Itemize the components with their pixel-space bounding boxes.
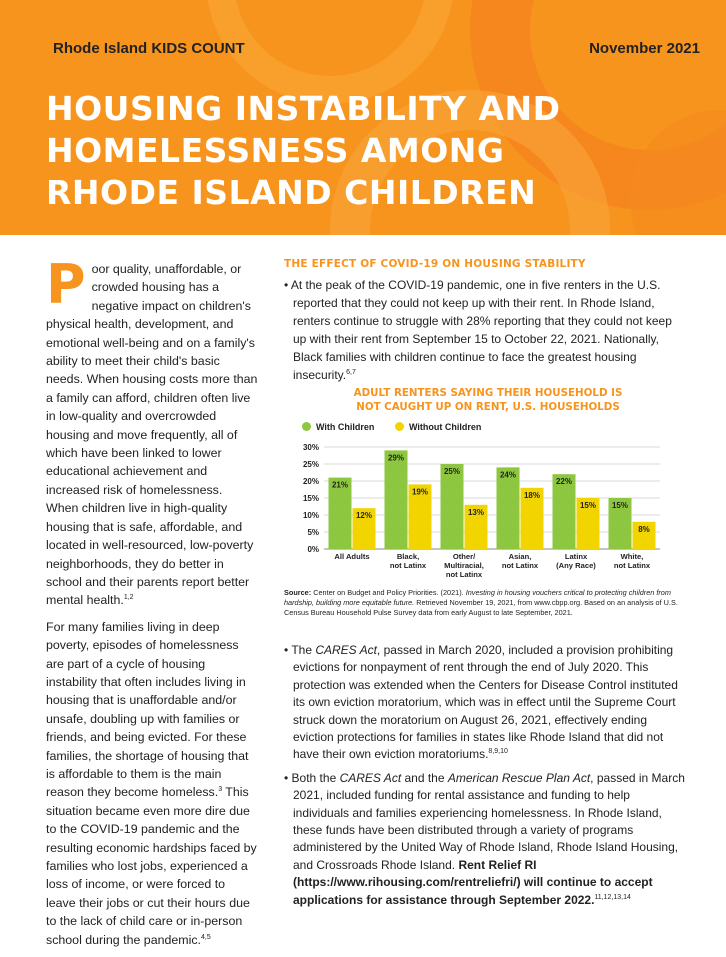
- category-label: (Any Race): [556, 561, 596, 570]
- lower-bullets: [284, 642, 688, 915]
- data-label: 18%: [523, 490, 541, 500]
- chart-title-line-1: ADULT RENTERS SAYING THEIR HOUSEHOLD IS: [353, 387, 623, 399]
- bullet-text-continued: , passed in March 2021, included funding for rental assistance and funding to help individuals and families experiencing homelessness. In Rhode Island, these funds have been distributed through a variety of programs administered by the United Way of Rhode Island, Rhode Island Housing, and Crossroads Rhode Island.: [293, 770, 685, 872]
- section-heading: THE EFFECT OF COVID-19 ON HOUSING STABILITY: [284, 258, 586, 270]
- category-label: not Latinx: [501, 561, 539, 570]
- category-label: Multiracial,: [444, 561, 484, 570]
- footnote-ref: 1,2: [123, 594, 134, 602]
- source-text-continued: Retrieved November 19, 2021, from www.cbpp.org. Based on an analysis of U.S. Census Bureau Household Pulse Survey data from early August to late September, 2021.: [284, 598, 678, 617]
- chart-title: [300, 386, 676, 414]
- category-label: Other/: [452, 552, 476, 561]
- legend-swatch-without-children: [395, 422, 404, 431]
- right-column: [284, 258, 684, 388]
- category-label: not Latinx: [445, 570, 483, 579]
- source-label: Source:: [284, 588, 312, 597]
- data-label: 24%: [499, 470, 517, 480]
- legend-item-with-children: [302, 421, 374, 432]
- footnote-ref: 11,12,13,14: [594, 893, 631, 901]
- legend-label: Without Children: [408, 421, 482, 432]
- bullet-text: • Both the: [284, 770, 340, 785]
- y-tick-label: 15%: [302, 494, 319, 503]
- data-label: 8%: [638, 524, 650, 534]
- publication-date: November 2021: [589, 40, 700, 57]
- header-banner: [0, 0, 726, 235]
- act-name: CARES Act: [339, 770, 402, 785]
- act-name: American Rescue Plan Act: [447, 770, 591, 785]
- poverty-text: For many families living in deep poverty, episodes of homelessness are part of a cycle of housing instability that often includes living in housing that is unaffordable and/or unsafe, doubling up with families or friends, and being evicted. For these families, the shortage of housing that is affordable to them is the main reason they become homeless.: [46, 619, 249, 800]
- poverty-paragraph: [46, 618, 258, 949]
- title-line-1: HOUSING INSTABILITY AND: [46, 89, 561, 128]
- data-label: 15%: [611, 501, 629, 510]
- data-label: 21%: [331, 480, 349, 490]
- chart-title-line-2: NOT CAUGHT UP ON RENT, U.S. HOUSEHOLDS: [356, 401, 620, 413]
- y-tick-label: 10%: [302, 511, 319, 520]
- bullet-rescue-plan: [284, 770, 688, 909]
- data-label: 15%: [579, 501, 597, 510]
- footnote-ref: 4,5: [200, 933, 211, 941]
- legend-swatch-with-children: [302, 422, 311, 431]
- source-text: Center on Budget and Policy Priorities. (2021).: [311, 588, 466, 597]
- title-line-2: HOMELESSNESS AMONG: [46, 131, 505, 170]
- left-column: [46, 253, 258, 957]
- y-tick-label: 25%: [302, 460, 319, 469]
- y-tick-label: 0%: [307, 545, 319, 554]
- bar: [497, 467, 520, 549]
- intro-text: oor quality, unaffordable, or crowded housing has a negative impact on children's physical health, development, and emotional well-being and on a family's ability to meet their child's basic needs. When housing costs more than a family can afford, children often live in low-quality and overcrowded housing and move frequently, all of which have been linked to lower educational achievement and increased risk of homelessness. When children live in high-quality housing that is safe, affordable, and located in well-resourced, low-poverty neighborhoods, they do better in school and their parents report better mental health.: [46, 262, 258, 608]
- act-name: CARES Act: [315, 643, 377, 657]
- footnote-ref: 8,9,10: [488, 748, 508, 756]
- y-tick-label: 20%: [302, 477, 319, 486]
- chart-legend: [302, 421, 499, 432]
- data-label: 25%: [443, 467, 461, 476]
- bullet-text: • The: [284, 643, 316, 657]
- data-label: 29%: [387, 453, 405, 463]
- category-label: White,: [620, 552, 644, 561]
- title-line-3: RHODE ISLAND CHILDREN: [46, 173, 537, 212]
- bar: [441, 464, 464, 549]
- data-label: 13%: [467, 507, 485, 517]
- footnote-ref: 6,7: [346, 369, 356, 376]
- bullet-covid-renters: [284, 276, 684, 384]
- category-label: not Latinx: [613, 561, 651, 570]
- category-label: Asian,: [508, 552, 532, 561]
- footnote-ref: 3: [218, 786, 223, 794]
- legend-label: With Children: [316, 421, 375, 432]
- source-title: Investing in housing vouchers critical to protecting children from hardship, building more equitable future.: [284, 588, 671, 607]
- rent-relief-callout: Rent Relief RI (https://www.rihousing.com/rentreliefri/) will continue to accept applications for assistance through September 2022.: [293, 857, 653, 907]
- category-label: All Adults: [334, 552, 370, 561]
- y-tick-label: 5%: [307, 528, 319, 537]
- bar: [385, 450, 408, 549]
- bullet-text: • At the peak of the COVID-19 pandemic, one in five renters in the U.S. reported that they could not keep up with their rent. In Rhode Island, renters continue to struggle with 28% reporting that they could not keep up with their rent from September 15 to October 22, 2021. Nationally, Black families with children continue to face the greatest housing insecurity.: [284, 278, 672, 382]
- bullet-text-continued: and the: [401, 770, 448, 785]
- chart-source: [284, 588, 684, 618]
- category-label: Latinx: [564, 552, 588, 561]
- bar-chart: [284, 436, 684, 584]
- org-name: Rhode Island KIDS COUNT: [53, 40, 245, 57]
- data-label: 12%: [355, 511, 373, 521]
- bullet-cares-act: [284, 642, 688, 764]
- data-label: 22%: [555, 477, 573, 487]
- category-label: not Latinx: [389, 561, 427, 570]
- bullet-text-continued: , passed in March 2020, included a provision prohibiting evictions for nonpayment of rent through the end of July 2020. This protection was extended when the Centers for Disease Control instituted its own eviction moratorium, which was in effect until the Supreme Court struck down the moratorium on August 26, 2021, effectively ending eviction protections for families in states like Rhode Island that did not have their own eviction moratoriums.: [293, 643, 678, 762]
- intro-paragraph: [46, 253, 258, 610]
- data-label: 19%: [411, 487, 429, 497]
- page-title: [46, 88, 686, 214]
- category-label: Black,: [396, 552, 420, 561]
- drop-cap: P: [46, 253, 86, 316]
- legend-item-without-children: [395, 421, 481, 432]
- poverty-text-continued: This situation became even more dire due to the COVID-19 pandemic and the resulting economic hardships faced by families who lost jobs, experienced a loss of income, or were forced to leave their jobs or cut their hours due to the lack of child care or in-person school during the pandemic.: [46, 785, 257, 947]
- y-tick-label: 30%: [302, 443, 319, 452]
